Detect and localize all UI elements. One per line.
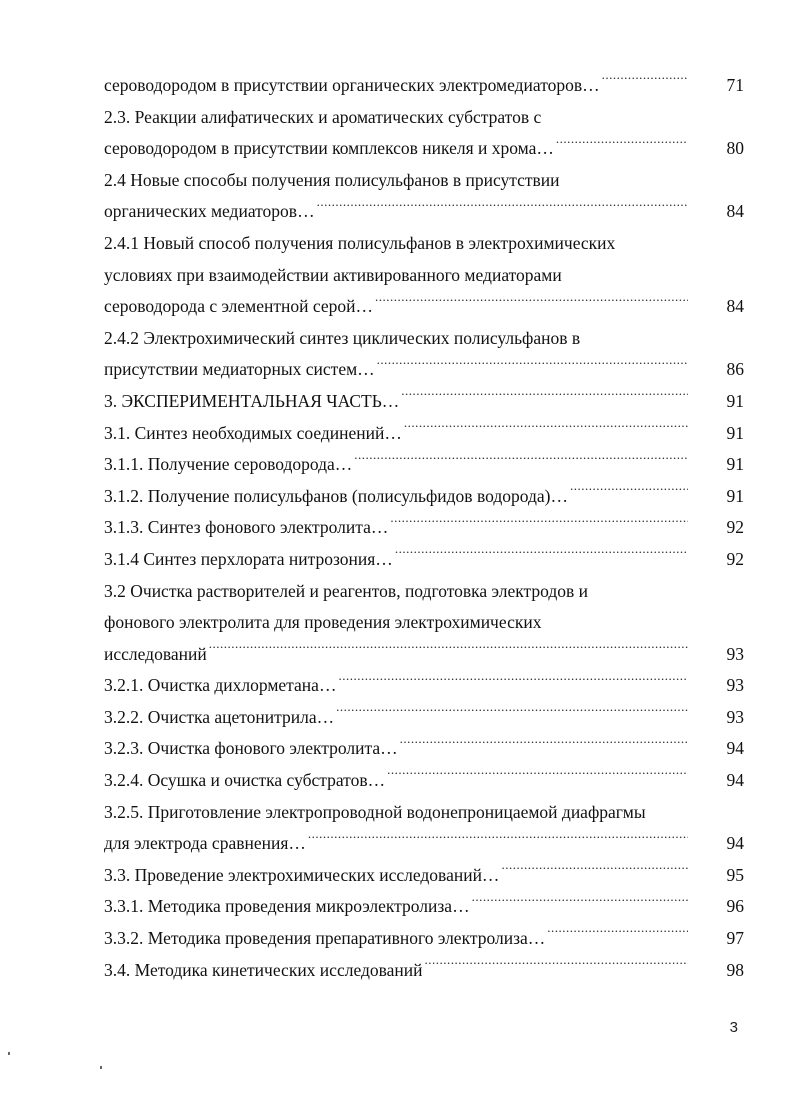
dot-leader [209, 640, 688, 660]
toc-entry [104, 291, 744, 323]
dot-leader [354, 450, 688, 470]
toc-entry-text: условиях при взаимодействии активированного медиаторами [104, 264, 562, 285]
toc-entry-text: 3.3. Проведение электрохимических исследований… [104, 864, 500, 885]
toc-page-number: 93 [726, 675, 744, 696]
toc-entry [104, 860, 744, 892]
dot-leader [317, 197, 688, 217]
toc-entry [104, 923, 744, 955]
dot-leader [336, 703, 688, 723]
toc-entry [104, 702, 744, 734]
toc-page-number: 91 [726, 422, 744, 443]
toc-page-number: 94 [726, 770, 744, 791]
toc-entry-text: сероводородом в присутствии органических электромедиаторов… [104, 75, 600, 95]
toc-entry-text: фонового электролита для проведения электрохимических [104, 612, 542, 633]
toc-entry [104, 512, 744, 544]
toc-entry [104, 607, 744, 639]
toc-entry-text: 2.4.2 Электрохимический синтез циклических полисульфанов в [104, 327, 581, 348]
toc-page-number: 91 [726, 390, 744, 411]
toc-entry [104, 891, 744, 923]
toc-entry-text: 2.3. Реакции алифатических и ароматических субстратов с [104, 106, 542, 127]
scan-speck [8, 1052, 10, 1055]
dot-leader [501, 861, 688, 881]
dot-leader [377, 355, 688, 375]
toc-page-number: 95 [726, 864, 744, 885]
toc-entry-text: 3.2.2. Очистка ацетонитрила… [104, 706, 335, 727]
toc-page-number: 96 [726, 896, 744, 917]
dot-leader [547, 924, 688, 944]
dot-leader [375, 292, 688, 312]
toc-page-number: 84 [726, 296, 744, 317]
toc-entry-text: 3.1.1. Получение сероводорода… [104, 454, 353, 475]
toc-entry-text: сероводородом в присутствии комплексов никеля и хрома… [104, 138, 554, 159]
dot-leader [400, 734, 688, 754]
dot-leader [404, 419, 688, 439]
toc-entry-text: сероводорода с элементной серой… [104, 296, 373, 317]
toc-entry-text: 3.3.1. Методика проведения микроэлектролиза… [104, 896, 470, 917]
toc-entry [104, 733, 744, 765]
toc-page-number: 97 [726, 928, 744, 949]
dot-leader [425, 956, 688, 976]
dot-leader [570, 482, 688, 502]
toc-page-number: 80 [726, 138, 744, 159]
toc-entry [104, 639, 744, 671]
dot-leader [387, 766, 688, 786]
toc-entry [104, 765, 744, 797]
toc-page-number: 91 [726, 454, 744, 475]
toc-entry [104, 196, 744, 228]
toc-entry [104, 70, 744, 102]
toc-page-number: 84 [726, 201, 744, 222]
dot-leader [556, 134, 688, 154]
toc-entry-text: 3.2.5. Приготовление электропроводной водонепроницаемой диафрагмы [104, 801, 646, 822]
toc-entry [104, 544, 744, 576]
toc-entry [104, 386, 744, 418]
toc-entry [104, 133, 744, 165]
toc-page-number: 71 [726, 75, 744, 95]
toc-entry [104, 449, 744, 481]
toc-page-number: 94 [726, 738, 744, 759]
toc-entry [104, 228, 744, 260]
toc-entry-text: 3.2.4. Осушка и очистка субстратов… [104, 770, 386, 791]
toc-entry-text: 3. ЭКСПЕРИМЕНТАЛЬНАЯ ЧАСТЬ… [104, 390, 400, 411]
toc-entry-text: 3.1.2. Получение полисульфанов (полисульфидов водорода)… [104, 485, 568, 506]
toc-entry [104, 828, 744, 860]
toc-entry-text: 2.4 Новые способы получения полисульфанов в присутствии [104, 169, 560, 190]
page-number: 3 [729, 1019, 738, 1036]
toc-entry [104, 354, 744, 386]
toc-entry-text: 2.4.1 Новый способ получения полисульфанов в электрохимических [104, 232, 616, 253]
toc-page-number: 91 [726, 485, 744, 506]
toc-entry-text: 3.2.1. Очистка дихлорметана… [104, 675, 337, 696]
dot-leader [390, 513, 688, 533]
toc-entry [104, 260, 744, 292]
toc-entry [104, 576, 744, 608]
toc-entry [104, 323, 744, 355]
dot-leader [308, 829, 688, 849]
table-of-contents [104, 70, 744, 986]
toc-entry-text: для электрода сравнения… [104, 833, 306, 854]
toc-entry [104, 102, 744, 134]
toc-entry [104, 797, 744, 829]
dot-leader [472, 892, 688, 912]
toc-entry-text: 3.3.2. Методика проведения препаративного электролиза… [104, 928, 546, 949]
toc-entry [104, 418, 744, 450]
toc-entry-text: присутствии медиаторных систем… [104, 359, 375, 380]
dot-leader [401, 387, 688, 407]
toc-entry-text: 3.2.3. Очистка фонового электролита… [104, 738, 398, 759]
toc-page-number: 98 [726, 959, 744, 980]
toc-entry-text: 3.2 Очистка растворителей и реагентов, подготовка электродов и [104, 580, 589, 601]
toc-entry-text: 3.1.3. Синтез фонового электролита… [104, 517, 389, 538]
toc-entry [104, 670, 744, 702]
dot-leader [395, 545, 688, 565]
dot-leader [338, 671, 688, 691]
toc-entry-text: органических медиаторов… [104, 201, 315, 222]
toc-entry [104, 165, 744, 197]
toc-page-number: 93 [726, 643, 744, 664]
toc-entry-text: 3.1.4 Синтез перхлората нитрозония… [104, 548, 393, 569]
toc-entry-text: исследований [104, 643, 207, 664]
toc-page-number: 86 [726, 359, 744, 380]
toc-entry-text: 3.4. Методика кинетических исследований [104, 959, 423, 980]
toc-page-number: 92 [726, 517, 744, 538]
dot-leader [602, 71, 688, 91]
toc-page-number: 92 [726, 548, 744, 569]
scan-speck [100, 1066, 102, 1069]
toc-page-number: 93 [726, 706, 744, 727]
toc-page-number: 94 [726, 833, 744, 854]
toc-entry [104, 955, 744, 987]
toc-entry [104, 481, 744, 513]
toc-entry-text: 3.1. Синтез необходимых соединений… [104, 422, 402, 443]
